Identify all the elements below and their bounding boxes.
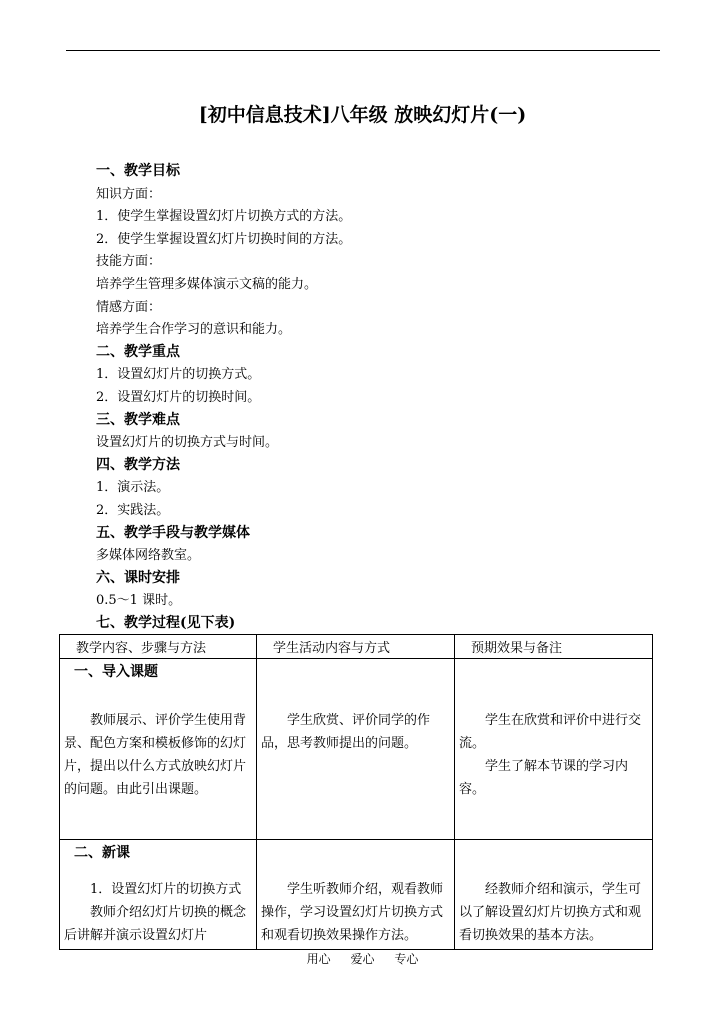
body-line: 1．设置幻灯片的切换方式。 <box>96 367 261 383</box>
body-line: 1．演示法。 <box>96 480 170 496</box>
table-header-cell: 教学内容、步骤与方法 <box>60 635 257 659</box>
section-heading: 三、教学难点 <box>96 411 180 428</box>
footer <box>0 950 725 967</box>
table-row <box>60 840 653 950</box>
cell-text: 学生了解本节课的学习内容。 <box>459 759 629 797</box>
table-cell <box>60 840 257 950</box>
table-cell <box>257 659 455 840</box>
footer-text: 爱心 <box>350 952 375 966</box>
cell-text: 学生听教师介绍，观看教师操作，学习设置幻灯片切换方式和观看切换效果操作方法。 <box>261 882 444 943</box>
teaching-process-table <box>59 634 653 950</box>
body-line: 1．使学生掌握设置幻灯片切换方式的方法。 <box>96 209 352 225</box>
header-rule <box>66 50 660 51</box>
table-cell <box>455 840 653 950</box>
table-header-row <box>60 635 653 659</box>
body-line: 培养学生管理多媒体演示文稿的能力。 <box>96 277 318 292</box>
body-line: 情感方面： <box>96 299 162 315</box>
body-line: 2．设置幻灯片的切换时间。 <box>96 390 261 405</box>
row-heading: 一、导入课题 <box>74 664 158 680</box>
row-heading: 二、新课 <box>74 845 130 861</box>
section-heading: 七、教学过程(见下表) <box>96 615 236 631</box>
cell-text: 学生在欣赏和评价中进行交流。 <box>459 713 642 751</box>
section-heading: 四、教学方法 <box>96 456 180 473</box>
section-heading: 一、教学目标 <box>96 163 180 179</box>
body-line: 多媒体网络教室。 <box>96 548 201 564</box>
section-heading: 六、课时安排 <box>96 569 180 586</box>
table-cell <box>257 840 455 950</box>
table-header-cell: 预期效果与备注 <box>455 635 653 659</box>
section-heading: 二、教学重点 <box>96 343 180 360</box>
body-line: 技能方面： <box>96 254 162 270</box>
cell-text: 教师介绍幻灯片切换的概念后讲解并演示设置幻灯片 <box>64 905 247 943</box>
cell-text: 1．设置幻灯片的切换方式 <box>90 882 242 897</box>
footer-text: 专心 <box>394 952 419 966</box>
body-line: 2．实践法。 <box>96 503 170 518</box>
body-line: 0.5～1 课时。 <box>96 593 182 609</box>
body-line: 知识方面： <box>96 186 162 202</box>
body-line: 设置幻灯片的切换方式与时间。 <box>96 435 279 451</box>
cell-text: 经教师介绍和演示，学生可以了解设置幻灯片切换方式和观看切换效果的基本方法。 <box>459 882 642 943</box>
cell-text: 学生欣赏、评价同学的作品，思考教师提出的问题。 <box>261 713 431 751</box>
body-line: 2．使学生掌握设置幻灯片切换时间的方法。 <box>96 231 352 247</box>
footer-text: 用心 <box>306 952 331 966</box>
table-cell <box>60 659 257 840</box>
table-cell <box>455 659 653 840</box>
cell-text: 教师展示、评价学生使用背景、配色方案和模板修饰的幻灯片，提出以什么方式放映幻灯片的问题。由此引出课题。 <box>64 713 247 797</box>
table-header-cell: 学生活动内容与方式 <box>257 635 455 659</box>
table-row <box>60 659 653 840</box>
page-title: [初中信息技术]八年级 放映幻灯片(一) <box>198 104 527 126</box>
body-line: 培养学生合作学习的意识和能力。 <box>96 322 292 338</box>
section-heading: 五、教学手段与教学媒体 <box>96 524 250 541</box>
